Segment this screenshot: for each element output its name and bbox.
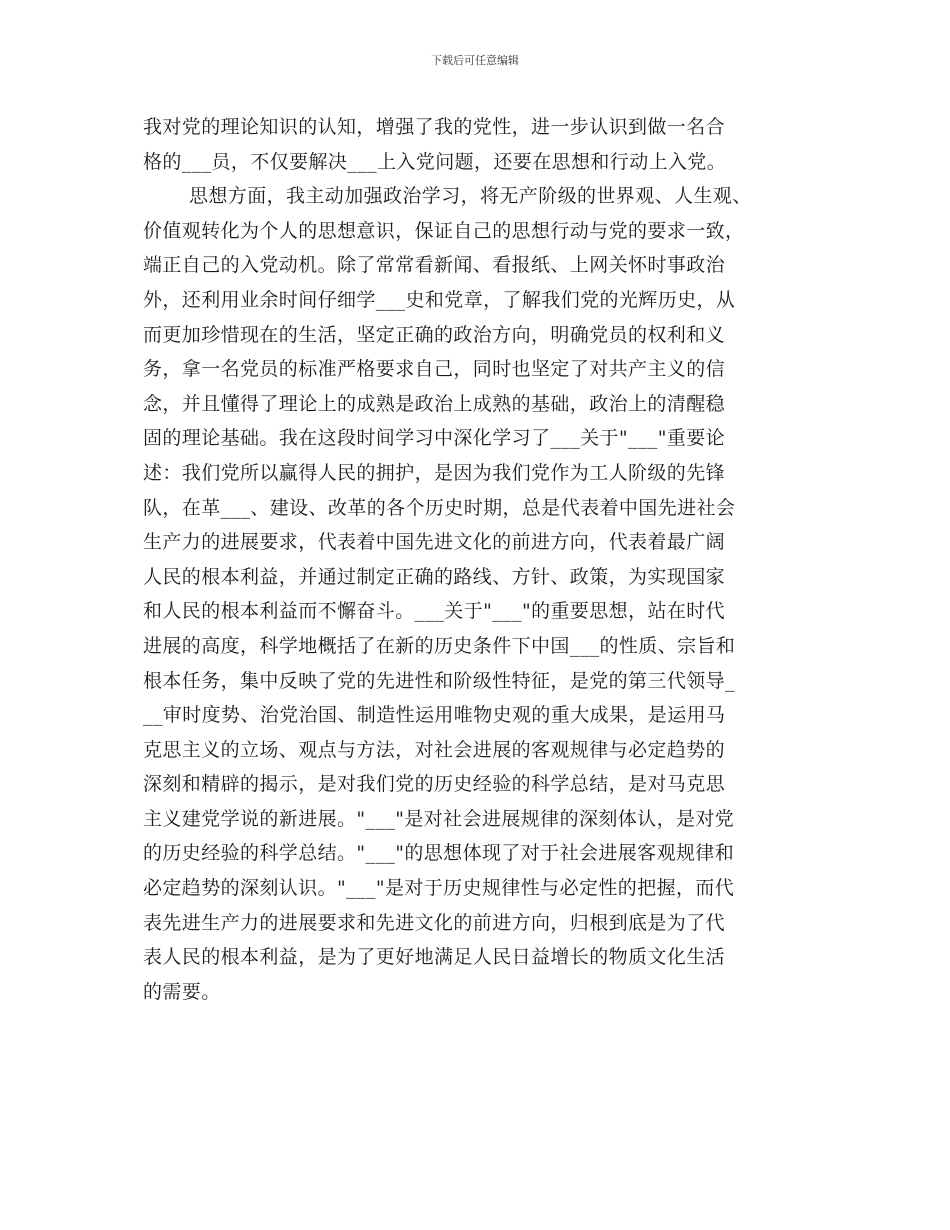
text-line: 和人民的根本利益而不懈奋斗。___关于"___"的重要思想，站在时代 <box>143 600 726 623</box>
text-line: 队，在革___、建设、改革的各个历史时期，总是代表着中国先进社会 <box>143 496 736 519</box>
text-line: 思想方面，我主动加强政治学习，将无产阶级的世界观、人生观、 <box>189 185 752 208</box>
text-line: 述：我们党所以赢得人民的拥护，是因为我们党作为工人阶级的先锋 <box>143 461 726 484</box>
text-line: 固的理论基础。我在这段时间学习中深化学习了___关于"___"重要论 <box>143 427 726 450</box>
text-line: 念，并且懂得了理论上的成熟是政治上成熟的基础，政治上的清醒稳 <box>143 392 726 415</box>
text-line: 外，还利用业余时间仔细学___史和党章，了解我们党的光辉历史，从 <box>143 288 736 311</box>
text-line: 价值观转化为个人的思想意识，保证自己的思想行动与党的要求一致， <box>143 219 745 242</box>
text-line: 克思主义的立场、观点与方法，对社会进展的客观规律与必定趋势的 <box>143 738 726 761</box>
page-header: 下载后可任意编辑 <box>431 54 519 67</box>
text-line: 必定趋势的深刻认识。"___"是对于历史规律性与必定性的把握，而代 <box>143 877 735 900</box>
text-line: 深刻和精辟的揭示，是对我们党的历史经验的科学总结，是对马克思 <box>143 773 726 796</box>
text-line: 进展的高度，科学地概括了在新的历史条件下中国___的性质、宗旨和 <box>143 634 736 657</box>
text-line: 的历史经验的科学总结。"___"的思想体现了对于社会进展客观规律和 <box>143 842 735 865</box>
text-line: 的需要。 <box>143 980 221 1003</box>
text-line: 表人民的根本利益，是为了更好地满足人民日益增长的物质文化生活 <box>143 946 726 969</box>
text-line: 而更加珍惜现在的生活，坚定正确的政治方向，明确党员的权利和义 <box>143 323 726 346</box>
text-line: 我对党的理论知识的认知，增强了我的党性，进一步认识到做一名合 <box>143 116 726 138</box>
text-line: 主义建党学说的新进展。"___"是对社会进展规律的深刻体认，是对党 <box>143 807 735 830</box>
text-line: __审时度势、治党治国、制造性运用唯物史观的重大成果，是运用马 <box>143 704 726 727</box>
text-line: 根本任务，集中反映了党的先进性和阶级性特征，是党的第三代领导_ <box>143 669 735 692</box>
text-line: 生产力的进展要求，代表着中国先进文化的前进方向，代表着最广阔 <box>143 531 726 554</box>
text-line: 务，拿一名党员的标准严格要求自己，同时也坚定了对共产主义的信 <box>143 358 726 381</box>
document-body <box>143 110 809 1009</box>
text-line: 端正自己的入党动机。除了常常看新闻、看报纸、上网关怀时事政治 <box>143 254 726 277</box>
text-line: 表先进生产力的进展要求和先进文化的前进方向，归根到底是为了代 <box>143 911 726 934</box>
text-line: 格的___员，不仅要解决___上入党问题，还要在思想和行动上入党。 <box>143 150 727 173</box>
text-line: 人民的根本利益，并通过制定正确的路线、方针、政策，为实现国家 <box>143 565 726 588</box>
